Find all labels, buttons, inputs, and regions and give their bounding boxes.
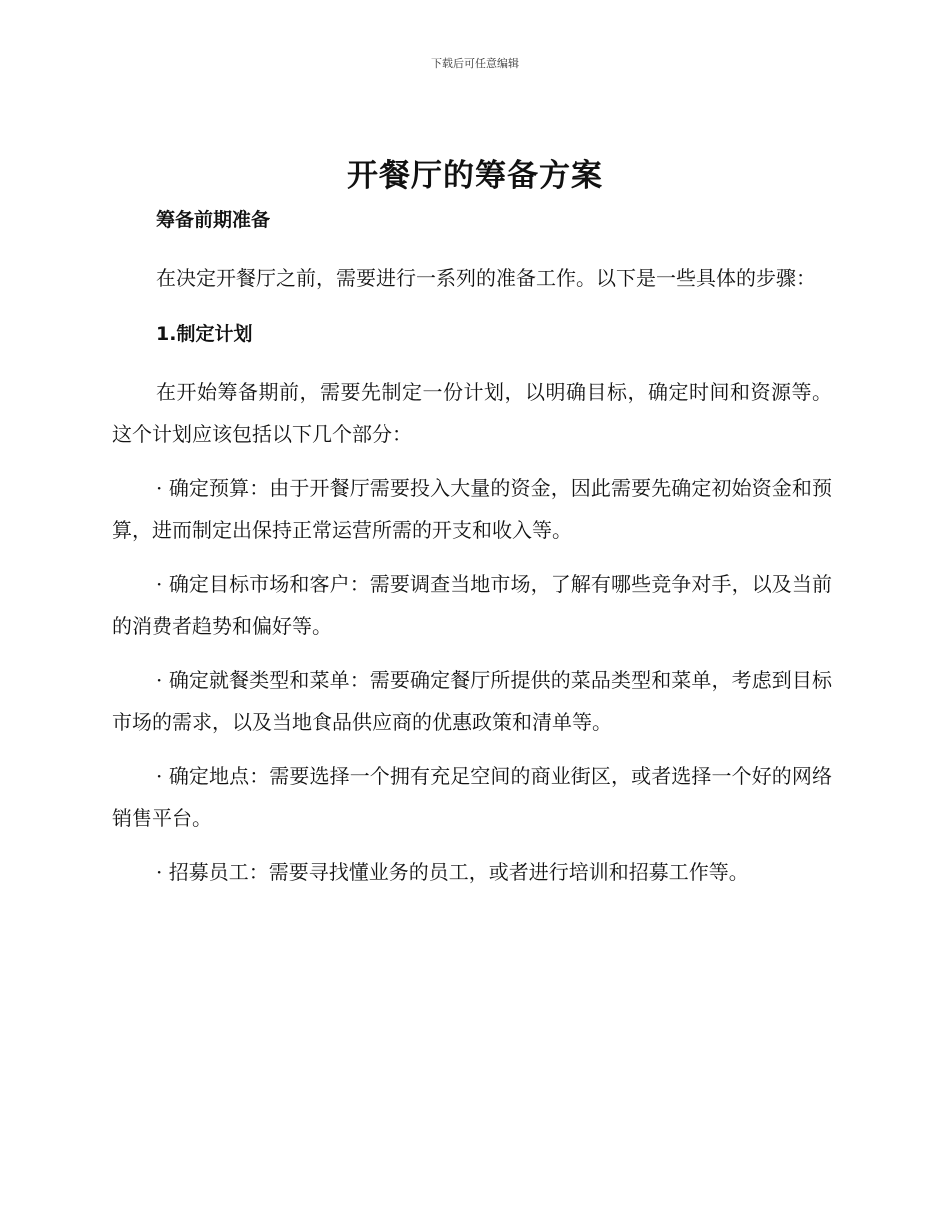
bullet-budget: · 确定预算：由于开餐厅需要投入大量的资金，因此需要先确定初始资金和预算，进而制定出保持正常运营所需的开支和收入等。	[112, 476, 832, 542]
intro-paragraph: 在决定开餐厅之前，需要进行一系列的准备工作。以下是一些具体的步骤：	[156, 266, 816, 290]
header-note: 下载后可任意编辑	[431, 57, 519, 70]
document-title: 开餐厅的筹备方案	[347, 158, 603, 194]
bullet-location: · 确定地点：需要选择一个拥有充足空间的商业街区，或者选择一个好的网络销售平台。	[112, 764, 832, 830]
bullet-menu: · 确定就餐类型和菜单：需要确定餐厅所提供的菜品类型和菜单，考虑到目标市场的需求，以及当地食品供应商的优惠政策和清单等。	[112, 668, 832, 734]
bullet-staff: · 招募员工：需要寻找懂业务的员工，或者进行培训和招募工作等。	[156, 860, 749, 884]
section-heading-plan: 1.制定计划	[156, 323, 253, 345]
document-body	[112, 205, 832, 905]
section-heading-preparation: 筹备前期准备	[156, 209, 271, 231]
plan-intro-paragraph: 在开始筹备期前，需要先制定一份计划，以明确目标，确定时间和资源等。这个计划应该包括以下几个部分：	[112, 380, 832, 446]
bullet-target-market: · 确定目标市场和客户：需要调查当地市场，了解有哪些竞争对手，以及当前的消费者趋势和偏好等。	[112, 572, 832, 638]
